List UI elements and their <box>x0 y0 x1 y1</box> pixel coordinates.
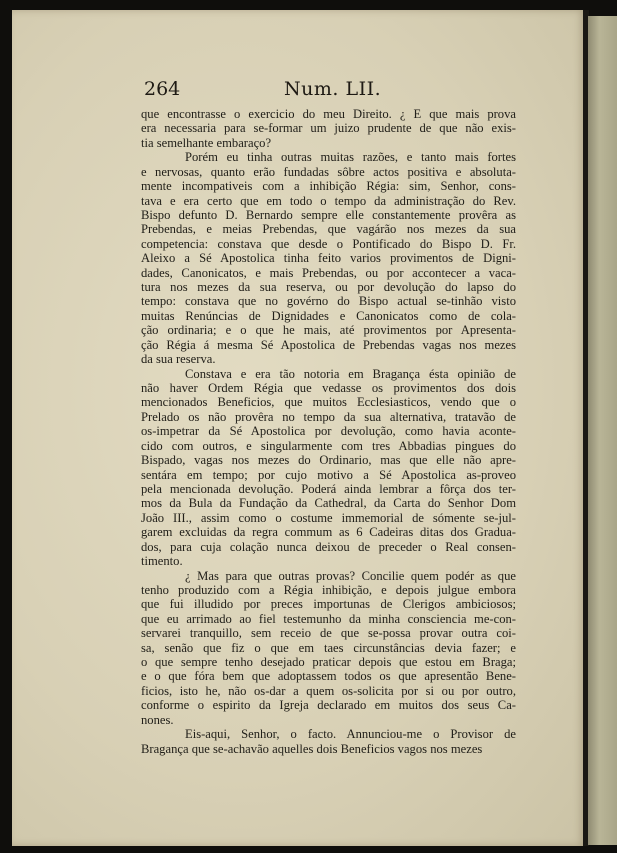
text-line: nones. <box>141 712 174 727</box>
paragraph <box>141 367 516 569</box>
text-line: era necessaria para se-formar um juizo prudente de que não exis- <box>141 121 516 136</box>
text-line: garem excluidas da regra commum as 6 Cadeiras ditas dos Gradua- <box>141 525 516 540</box>
facing-page-edge <box>588 16 617 845</box>
text-line: tenho produzido com a Régia inhibição, e depois julgue embora <box>141 582 516 597</box>
text-line: Bispo defunto D. Bernardo sempre elle constantemente provêra as <box>141 207 516 222</box>
text-line: timento. <box>141 554 183 569</box>
text-line: que encontrasse o exercicio do meu Direito. ¿ E que mais prova <box>141 107 516 121</box>
text-line: dades, Canonicatos, e mais Prebendas, ou por accontecer a vaca- <box>141 265 516 280</box>
text-line: Prelado os não provêra no tempo da sua alternativa, tratavão de <box>141 409 516 424</box>
text-line: muitas Renúncias de Dignidades e Canonicatos como de cola- <box>141 308 516 323</box>
text-line: Eis-aqui, Senhor, o facto. Annunciou-me o Provisor de <box>185 727 516 742</box>
text-line: e o que fóra bem que adoptassem todos os que apresentão Bene- <box>141 669 516 684</box>
text-line: tempo: constava que no govérno do Bispo actual se-tinhão visto <box>141 294 516 309</box>
text-line: da sua reserva. <box>141 352 216 367</box>
text-line: ção Régia á mesma Sé Apostolica de Prebendas vagas nos mezes <box>141 337 516 352</box>
text-line: conforme o espirito da Igreja declarado em muitos dos seus Ca- <box>141 698 516 713</box>
text-line: os-impetrar da Sé Apostolica por devolução, como havia aconte- <box>141 424 516 439</box>
text-line: mos da Bula da Fundação da Cathedral, da Carta do Senhor Dom <box>141 496 516 511</box>
text-line: ¿ Mas para que outras provas? Concilie quem podér as que <box>185 568 516 583</box>
text-line: sa, senão que fiz o que em taes circunstâncias devia fazer; e <box>141 640 516 655</box>
paragraph <box>141 150 516 366</box>
text-line: ção ordinaria; e o que he mais, até provimentos por Apresenta- <box>141 323 516 338</box>
text-line: João III., assim como o costume immemorial de sómente se-jul- <box>141 510 516 525</box>
text-line: mente incompativeis com a inhibição Régia: sim, Senhor, cons- <box>141 179 516 194</box>
text-line: não haver Ordem Régia que vedasse os provimentos dos dois <box>141 381 516 396</box>
text-line: servarei tranquillo, sem receio de que se-possa provar outra coi- <box>141 626 516 641</box>
text-line: que fui illudido por preces importunas de Clerigos ambiciosos; <box>141 597 516 612</box>
text-line: tava e era certo que em todo o tempo da administração do Rev. <box>141 193 516 208</box>
paragraph <box>141 107 516 150</box>
text-line: e nervosas, quanto erão fundadas sôbre actos positiva e absoluta- <box>141 164 516 179</box>
text-line: o que sempre tenho desejado praticar depois que estou em Braga; <box>141 655 516 670</box>
body-text <box>141 107 516 756</box>
text-line: tura nos mezes da sua reserva, ou por devolução do lapso do <box>141 280 516 295</box>
page-number: 264 <box>144 78 181 100</box>
text-line: Constava e era tão notoria em Bragança ésta opinião de <box>185 366 516 381</box>
text-line: tia semelhante embaraço? <box>141 135 272 150</box>
text-line: Bragança que se-achavão aquelles dois Beneficios vagos nos mezes <box>141 741 483 756</box>
text-line: competencia: constava que desde o Pontificado do Bispo D. Fr. <box>141 236 516 251</box>
running-header <box>144 78 524 104</box>
text-line: sentára em tempo; por cujo motivo a Sé Apostolica as-proveo <box>141 467 516 482</box>
text-line: cido com outros, e singularmente com tres Abbadias pingues do <box>141 438 516 453</box>
text-line: Prebendas, e meias Prebendas, que vagárão nos mezes da sua <box>141 222 516 237</box>
text-line: Aleixo a Sé Apostolica tinha feito varios provimentos de Digni- <box>141 251 516 266</box>
paragraph <box>141 569 516 728</box>
paragraph <box>141 727 516 756</box>
text-line: Bispado, vagas nos mezes do Ordinario, mas que elle não apre- <box>141 453 516 468</box>
text-line: que eu arrimado ao fiel testemunho da minha consciencia me-con- <box>141 611 516 626</box>
text-line: ficios, isto he, não os-dar a quem os-solicita por si ou por outro, <box>141 683 516 698</box>
text-line: pela mencionada devolução. Poderá ainda lembrar a fôrça dos ter- <box>141 481 516 496</box>
text-line: dos, para cuja colação nunca deixou de preceder o Real consen- <box>141 539 516 554</box>
text-line: mencionados Beneficios, que muitos Ecclesiasticos, vendo que o <box>141 395 516 410</box>
text-line: Porém eu tinha outras muitas razões, e tanto mais fortes <box>185 150 516 165</box>
header-title: Num. LII. <box>284 78 382 100</box>
